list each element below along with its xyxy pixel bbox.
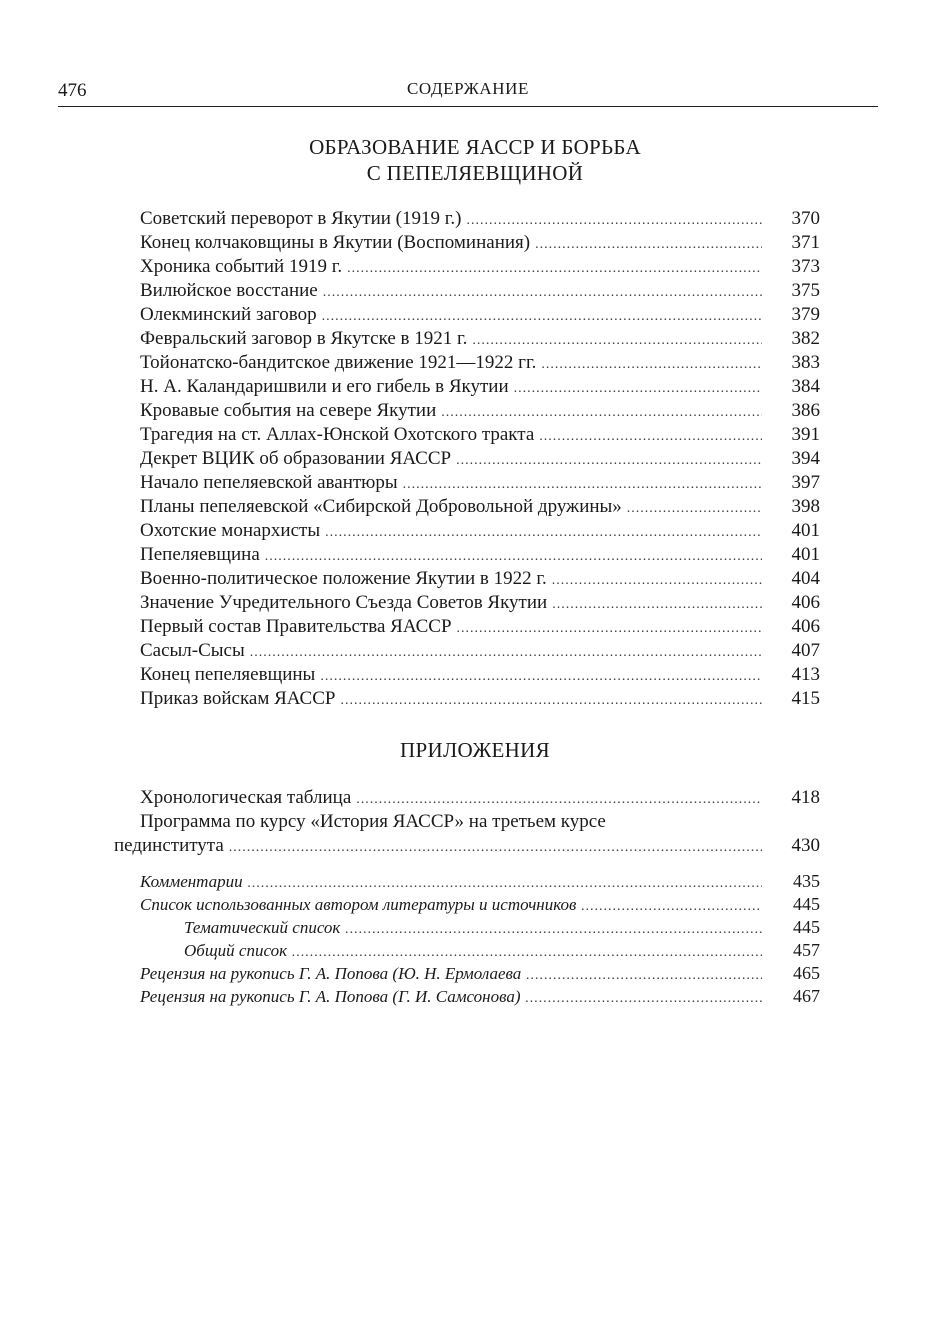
toc-entry — [140, 303, 820, 327]
section-title-formation — [0, 134, 950, 186]
toc-entry-page: 397 — [791, 472, 820, 493]
toc-entry — [140, 985, 820, 1008]
toc-entry-page: 415 — [791, 688, 820, 709]
toc-entry-page: 382 — [791, 328, 820, 349]
leader-dots — [456, 449, 762, 473]
leader-dots — [325, 521, 762, 545]
toc-entry-page: 379 — [791, 304, 820, 325]
toc-entry-page: 467 — [793, 986, 820, 1006]
leader-dots — [320, 665, 762, 689]
toc-entry-page: 383 — [791, 352, 820, 373]
leader-dots — [466, 209, 762, 233]
toc-entry — [140, 786, 820, 810]
leader-dots — [340, 689, 762, 713]
toc-entry-page: 465 — [793, 963, 820, 983]
toc-entry-title: Первый состав Правительства ЯАССР — [140, 616, 452, 637]
toc-entry-title: Военно-политическое положение Якутии в 1922 г. — [140, 568, 547, 589]
toc-section-formation — [140, 207, 820, 711]
toc-entry-title: Охотские монархисты — [140, 520, 321, 541]
toc-entry-page: 386 — [791, 400, 820, 421]
toc-entry-title: Приказ войскам ЯАССР — [140, 688, 336, 709]
leader-dots — [265, 545, 762, 569]
leader-dots — [347, 257, 762, 281]
toc-entry-page: 413 — [791, 664, 820, 685]
toc-entry — [140, 255, 820, 279]
toc-entry-title: Начало пепеляевской авантюры — [140, 472, 398, 493]
toc-entry-page: 435 — [793, 871, 820, 891]
toc-entry — [140, 495, 820, 519]
section-title-line-1: ОБРАЗОВАНИЕ ЯАССР И БОРЬБА — [309, 135, 641, 159]
toc-entry-page: 445 — [793, 894, 820, 914]
toc-entry — [140, 639, 820, 663]
toc-entry — [140, 615, 820, 639]
leader-dots — [345, 918, 762, 941]
toc-entry-page: 398 — [791, 496, 820, 517]
leader-dots — [250, 641, 762, 665]
toc-entry-title: Трагедия на ст. Аллах-Юнской Охотского тракта — [140, 424, 535, 445]
toc-entry-page: 457 — [793, 940, 820, 960]
leader-dots — [627, 497, 762, 521]
toc-entry — [140, 893, 820, 916]
leader-dots — [581, 895, 762, 918]
toc-entry-title: Хронологическая таблица — [140, 787, 352, 808]
toc-back-matter — [140, 870, 820, 1008]
toc-entry-title: Общий список — [184, 941, 288, 960]
toc-entry — [140, 399, 820, 423]
leader-dots — [292, 941, 762, 964]
appendices-title: ПРИЛОЖЕНИЯ — [400, 738, 550, 762]
toc-entry-page: 418 — [791, 787, 820, 808]
toc-entry-title: Февральский заговор в Якутске в 1921 г. — [140, 328, 468, 349]
running-title: СОДЕРЖАНИЕ — [406, 79, 530, 98]
leader-dots — [403, 473, 762, 497]
toc-entry-title: Конец пепеляевщины — [140, 664, 316, 685]
toc-entry-page: 371 — [791, 232, 820, 253]
toc-entry-title: Н. А. Каландаришвили и его гибель в Якутии — [140, 376, 509, 397]
toc-entry-title: Кровавые события на севере Якутии — [140, 400, 437, 421]
toc-entry-page: 406 — [791, 616, 820, 637]
leader-dots — [514, 377, 762, 401]
toc-entry — [140, 687, 820, 711]
toc-entry-page: 401 — [791, 520, 820, 541]
leader-dots — [526, 987, 762, 1010]
toc-entry-title-line-1: Программа по курсу «История ЯАССР» на третьем курсе — [140, 811, 606, 832]
leader-dots — [323, 281, 762, 305]
toc-entry-page: 430 — [791, 835, 820, 856]
toc-entry — [140, 375, 820, 399]
toc-entry-page: 401 — [791, 544, 820, 565]
toc-entry — [140, 447, 820, 471]
toc-entry-page: 384 — [791, 376, 820, 397]
leader-dots — [441, 401, 762, 425]
running-header — [58, 78, 878, 107]
toc-entry — [140, 327, 820, 351]
toc-entry-title: Список использованных автором литературы и источников — [140, 895, 577, 914]
toc-entry-title: Советский переворот в Якутии (1919 г.) — [140, 208, 462, 229]
toc-entry — [140, 519, 820, 543]
section-title-appendices — [0, 737, 950, 763]
toc-entry-title: Тойонатско-бандитское движение 1921—1922 гг. — [140, 352, 537, 373]
toc-entry-page: 445 — [793, 917, 820, 937]
toc-entry-title: Планы пепеляевской «Сибирской Добровольной дружины» — [140, 496, 622, 517]
toc-entry-page: 375 — [791, 280, 820, 301]
toc-entry — [140, 423, 820, 447]
toc-entry-title: Комментарии — [140, 872, 243, 891]
leader-dots — [526, 964, 762, 987]
toc-entry — [140, 231, 820, 255]
toc-entry — [140, 351, 820, 375]
toc-entry — [140, 962, 820, 985]
leader-dots — [539, 425, 762, 449]
toc-entry — [140, 471, 820, 495]
toc-entry — [140, 870, 820, 893]
leader-dots — [552, 593, 762, 617]
toc-entry — [140, 591, 820, 615]
toc-entry-title: Значение Учредительного Съезда Советов Якутии — [140, 592, 548, 613]
toc-entry — [140, 279, 820, 303]
toc-section-appendices-wrap — [114, 834, 820, 858]
leader-dots — [472, 329, 762, 353]
leader-dots — [457, 617, 762, 641]
page-number: 476 — [58, 80, 87, 101]
toc-entry-title: Тематический список — [184, 918, 341, 937]
toc-entry-page: 370 — [791, 208, 820, 229]
toc-entry-title: Олекминский заговор — [140, 304, 317, 325]
leader-dots — [552, 569, 762, 593]
toc-entry — [114, 834, 820, 858]
toc-entry-title: Рецензия на рукопись Г. А. Попова (Ю. Н. Ермолаева — [140, 964, 522, 983]
toc-entry-page: 373 — [791, 256, 820, 277]
toc-entry — [140, 567, 820, 591]
section-title-line-2: С ПЕПЕЛЯЕВЩИНОЙ — [366, 161, 584, 185]
toc-entry-page: 391 — [791, 424, 820, 445]
toc-entry — [140, 939, 820, 962]
leader-dots — [229, 836, 762, 860]
toc-entry-title: Конец колчаковщины в Якутии (Воспоминания) — [140, 232, 531, 253]
leader-dots — [541, 353, 762, 377]
leader-dots — [322, 305, 762, 329]
toc-entry — [140, 543, 820, 567]
toc-entry-title: Вилюйское восстание — [140, 280, 318, 301]
toc-entry-title: Сасыл-Сысы — [140, 640, 245, 661]
leader-dots — [535, 233, 762, 257]
toc-entry-page: 404 — [791, 568, 820, 589]
toc-entry — [140, 663, 820, 687]
toc-entry-page: 406 — [791, 592, 820, 613]
toc-entry-page: 407 — [791, 640, 820, 661]
toc-entry — [140, 207, 820, 231]
toc-entry-title: Пепеляевщина — [140, 544, 260, 565]
toc-entry-title: Хроника событий 1919 г. — [140, 256, 343, 277]
toc-entry — [140, 916, 820, 939]
leader-dots — [356, 788, 762, 812]
toc-entry-title: Рецензия на рукопись Г. А. Попова (Г. И. Самсонова) — [140, 987, 521, 1006]
toc-entry-title: Декрет ВЦИК об образовании ЯАССР — [140, 448, 452, 469]
toc-entry-title-line-2: пединститута — [114, 835, 224, 856]
leader-dots — [248, 872, 762, 895]
toc-entry-page: 394 — [791, 448, 820, 469]
toc-section-appendices — [140, 786, 820, 834]
